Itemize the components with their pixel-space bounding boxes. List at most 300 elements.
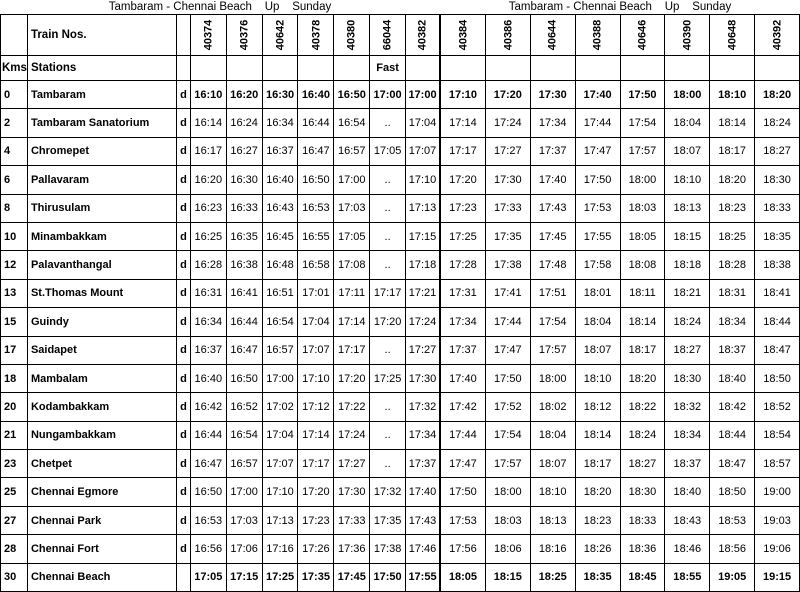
time-cell: 18:34: [665, 421, 710, 449]
right-panel-title: Tambaram - Chennai Beach Up Sunday: [508, 1, 732, 13]
time-cell: 16:57: [262, 336, 298, 364]
time-cell: 18:56: [710, 535, 755, 563]
time-cell: 17:14: [334, 308, 370, 336]
time-cell: 18:06: [485, 535, 530, 563]
time-cell: 17:40: [530, 166, 575, 194]
time-cell: 16:51: [262, 279, 298, 307]
station-name: Palavanthangal: [27, 251, 176, 279]
station-name: Chromepet: [27, 137, 176, 165]
train-number: 40382: [416, 19, 429, 51]
time-cell: 17:54: [620, 109, 665, 137]
direction-cell: d: [177, 222, 191, 250]
time-cell: 16:25: [190, 222, 226, 250]
time-cell: 17:25: [370, 364, 406, 392]
time-cell: 17:07: [298, 336, 334, 364]
time-cell: 17:42: [441, 393, 486, 421]
time-cell: 17:53: [441, 506, 486, 534]
time-cell: 17:35: [298, 563, 334, 591]
train-number-cell: [485, 15, 530, 56]
time-cell: 17:05: [334, 222, 370, 250]
time-cell: 17:37: [406, 450, 440, 478]
time-cell: 16:20: [226, 81, 262, 109]
time-cell: 16:23: [190, 194, 226, 222]
time-cell: 17:41: [485, 279, 530, 307]
train-number-cell: [370, 15, 406, 56]
direction-cell: d: [177, 506, 191, 534]
time-cell: 17:14: [298, 421, 334, 449]
time-cell: 17:15: [226, 563, 262, 591]
time-cell: 17:26: [298, 535, 334, 563]
time-cell: 18:50: [755, 364, 800, 392]
time-cell: 17:20: [334, 364, 370, 392]
time-cell: 17:10: [298, 364, 334, 392]
station-row: [1, 279, 440, 307]
time-cell: 17:37: [530, 137, 575, 165]
time-cell: 17:23: [441, 194, 486, 222]
train-number: 40642: [274, 19, 287, 51]
time-cell: ..: [370, 421, 406, 449]
station-name: Tambaram: [27, 81, 176, 109]
time-cell: 17:17: [370, 279, 406, 307]
time-cell: 16:40: [262, 166, 298, 194]
direction-cell: d: [177, 450, 191, 478]
time-cell: 18:32: [665, 393, 710, 421]
direction-cell: d: [177, 421, 191, 449]
header-blank-cell: [177, 56, 191, 81]
station-name: Saidapet: [27, 336, 176, 364]
train-number: 40390: [681, 19, 694, 51]
time-cell: 17:10: [406, 166, 440, 194]
time-cell: 16:37: [262, 137, 298, 165]
time-cell: 18:10: [665, 166, 710, 194]
time-cell: 17:00: [226, 478, 262, 506]
time-cell: 17:38: [485, 251, 530, 279]
time-cell: 17:00: [370, 81, 406, 109]
time-cell: 18:01: [575, 279, 620, 307]
time-cell: 18:00: [530, 364, 575, 392]
station-row: [441, 251, 800, 279]
time-cell: 17:10: [262, 478, 298, 506]
time-cell: 17:24: [334, 421, 370, 449]
station-row: [1, 364, 440, 392]
time-cell: 18:45: [620, 563, 665, 591]
station-row: [1, 109, 440, 137]
time-cell: 16:40: [190, 364, 226, 392]
time-cell: 17:45: [334, 563, 370, 591]
station-row: [441, 421, 800, 449]
time-cell: 18:04: [530, 421, 575, 449]
time-cell: 16:20: [190, 166, 226, 194]
time-cell: 17:05: [370, 137, 406, 165]
time-cell: 17:34: [441, 308, 486, 336]
time-cell: 16:27: [226, 137, 262, 165]
km-cell: 21: [1, 421, 28, 449]
time-cell: 17:52: [485, 393, 530, 421]
time-cell: 18:16: [530, 535, 575, 563]
direction-cell: d: [177, 393, 191, 421]
time-cell: 17:47: [441, 450, 486, 478]
header-blank-cell: [298, 56, 334, 81]
time-cell: 18:44: [710, 421, 755, 449]
km-cell: 0: [1, 81, 28, 109]
station-row: [441, 563, 800, 591]
station-row: [1, 222, 440, 250]
direction-cell: d: [177, 308, 191, 336]
time-cell: 17:58: [575, 251, 620, 279]
direction-cell: d: [177, 194, 191, 222]
time-cell: 18:53: [710, 506, 755, 534]
time-cell: 17:46: [406, 535, 440, 563]
time-cell: 17:02: [262, 393, 298, 421]
time-cell: 17:13: [262, 506, 298, 534]
time-cell: 18:00: [620, 166, 665, 194]
time-cell: 17:27: [485, 137, 530, 165]
time-cell: 16:40: [298, 81, 334, 109]
time-cell: 16:38: [226, 251, 262, 279]
time-cell: 17:30: [530, 81, 575, 109]
time-cell: 17:17: [334, 336, 370, 364]
time-cell: 18:43: [665, 506, 710, 534]
time-cell: 17:18: [406, 251, 440, 279]
station-row: [441, 535, 800, 563]
station-row: [441, 194, 800, 222]
time-cell: 16:24: [226, 109, 262, 137]
station-row: [441, 81, 800, 109]
station-name: Guindy: [27, 308, 176, 336]
time-cell: 18:22: [620, 393, 665, 421]
station-name: St.Thomas Mount: [27, 279, 176, 307]
station-row: [441, 279, 800, 307]
header-blank-cell: [441, 56, 486, 81]
time-cell: 16:30: [262, 81, 298, 109]
time-cell: 16:58: [298, 251, 334, 279]
direction-cell: d: [177, 279, 191, 307]
time-cell: 17:27: [334, 450, 370, 478]
time-cell: 18:36: [620, 535, 665, 563]
station-row: [1, 421, 440, 449]
train-number: 40646: [636, 19, 649, 51]
time-cell: ..: [370, 222, 406, 250]
station-row: [1, 563, 440, 591]
time-cell: 17:04: [406, 109, 440, 137]
time-cell: 17:50: [441, 478, 486, 506]
time-cell: 17:20: [298, 478, 334, 506]
train-number: 40392: [771, 19, 784, 51]
time-cell: 18:52: [755, 393, 800, 421]
time-cell: 16:57: [334, 137, 370, 165]
time-cell: 17:35: [370, 506, 406, 534]
time-cell: 18:14: [575, 421, 620, 449]
direction-cell: d: [177, 336, 191, 364]
left-panel-title: Tambaram - Chennai Beach Up Sunday: [108, 1, 332, 13]
time-cell: 16:50: [226, 364, 262, 392]
time-cell: 17:13: [406, 194, 440, 222]
time-cell: 18:44: [755, 308, 800, 336]
time-cell: 16:54: [262, 308, 298, 336]
time-cell: 18:40: [665, 478, 710, 506]
stations-label: Stations: [27, 56, 176, 81]
time-cell: 18:10: [530, 478, 575, 506]
time-cell: 17:00: [406, 81, 440, 109]
km-cell: 30: [1, 563, 28, 591]
time-cell: 18:27: [665, 336, 710, 364]
header-blank-cell: [755, 56, 800, 81]
station-name: Tambaram Sanatorium: [27, 109, 176, 137]
station-row: [441, 336, 800, 364]
station-row: [1, 478, 440, 506]
station-name: Chennai Fort: [27, 535, 176, 563]
time-cell: 17:12: [298, 393, 334, 421]
time-cell: 17:07: [406, 137, 440, 165]
time-cell: 17:55: [406, 563, 440, 591]
time-cell: 18:26: [575, 535, 620, 563]
train-number-cell: [755, 15, 800, 56]
time-cell: 16:17: [190, 137, 226, 165]
time-cell: 17:20: [485, 81, 530, 109]
time-cell: 18:24: [665, 308, 710, 336]
time-cell: 18:00: [665, 81, 710, 109]
right-timetable: [440, 14, 800, 592]
station-name: Thirusulam: [27, 194, 176, 222]
time-cell: 18:15: [485, 563, 530, 591]
time-cell: ..: [370, 336, 406, 364]
time-cell: 18:04: [575, 308, 620, 336]
time-cell: 17:57: [620, 137, 665, 165]
header-blank-cell: [530, 56, 575, 81]
train-number-cell: [665, 15, 710, 56]
time-cell: 16:50: [190, 478, 226, 506]
time-cell: 17:27: [406, 336, 440, 364]
time-cell: 17:07: [262, 450, 298, 478]
time-cell: 18:23: [710, 194, 755, 222]
time-cell: 17:20: [370, 308, 406, 336]
time-cell: 18:13: [665, 194, 710, 222]
time-cell: 18:15: [665, 222, 710, 250]
station-row: [1, 450, 440, 478]
direction-cell: d: [177, 81, 191, 109]
time-cell: 17:37: [441, 336, 486, 364]
time-cell: 16:33: [226, 194, 262, 222]
time-cell: 16:50: [298, 166, 334, 194]
train-number: 40386: [501, 19, 514, 51]
km-cell: 23: [1, 450, 28, 478]
time-cell: 19:15: [755, 563, 800, 591]
time-cell: 18:24: [755, 109, 800, 137]
time-cell: 18:47: [710, 450, 755, 478]
station-row: [1, 251, 440, 279]
station-name: Kodambakkam: [27, 393, 176, 421]
time-cell: 16:44: [226, 308, 262, 336]
time-cell: 17:23: [298, 506, 334, 534]
direction-cell: [177, 563, 191, 591]
time-cell: 17:25: [262, 563, 298, 591]
time-cell: 17:03: [226, 506, 262, 534]
time-cell: 17:33: [334, 506, 370, 534]
train-number-cell: [334, 15, 370, 56]
time-cell: 17:17: [441, 137, 486, 165]
train-number: 40374: [202, 19, 215, 51]
time-cell: 18:35: [575, 563, 620, 591]
time-cell: 17:54: [530, 308, 575, 336]
train-number: 40380: [345, 19, 358, 51]
time-cell: 17:21: [406, 279, 440, 307]
station-row: [1, 308, 440, 336]
time-cell: 18:30: [665, 364, 710, 392]
time-cell: 18:05: [620, 222, 665, 250]
time-cell: 16:14: [190, 109, 226, 137]
train-nos-label: Train Nos.: [27, 15, 176, 56]
km-cell: 4: [1, 137, 28, 165]
train-number: 40376: [238, 19, 251, 51]
time-cell: 18:03: [620, 194, 665, 222]
time-cell: 17:30: [406, 364, 440, 392]
header-blank-cell: [334, 56, 370, 81]
time-cell: 17:00: [262, 364, 298, 392]
time-cell: 18:07: [530, 450, 575, 478]
time-cell: 18:20: [620, 364, 665, 392]
time-cell: 17:33: [485, 194, 530, 222]
km-cell: 20: [1, 393, 28, 421]
time-cell: 17:44: [441, 421, 486, 449]
direction-cell: d: [177, 535, 191, 563]
time-cell: 17:05: [190, 563, 226, 591]
time-cell: 16:34: [190, 308, 226, 336]
time-cell: 17:40: [575, 81, 620, 109]
header-row-stations: [1, 56, 440, 81]
time-cell: 17:11: [334, 279, 370, 307]
time-cell: 18:10: [710, 81, 755, 109]
time-cell: 16:47: [298, 137, 334, 165]
time-cell: 18:07: [575, 336, 620, 364]
header-blank-cell: [575, 56, 620, 81]
train-number: 40384: [456, 19, 469, 51]
time-cell: 18:31: [710, 279, 755, 307]
time-cell: 18:14: [710, 109, 755, 137]
header-blank-cell: [406, 56, 440, 81]
time-cell: 18:55: [665, 563, 710, 591]
station-row: [1, 393, 440, 421]
time-cell: 16:34: [262, 109, 298, 137]
time-cell: 19:03: [755, 506, 800, 534]
time-cell: 16:41: [226, 279, 262, 307]
time-cell: 16:37: [190, 336, 226, 364]
station-row: [441, 137, 800, 165]
train-number-cell: [406, 15, 440, 56]
time-cell: 17:30: [334, 478, 370, 506]
station-row: [1, 137, 440, 165]
station-row: [1, 81, 440, 109]
header-blank-cell: [485, 56, 530, 81]
train-number: 66044: [381, 19, 394, 51]
time-cell: 17:50: [620, 81, 665, 109]
station-row: [441, 450, 800, 478]
time-cell: 17:06: [226, 535, 262, 563]
time-cell: 17:10: [441, 81, 486, 109]
time-cell: 16:48: [262, 251, 298, 279]
time-cell: 18:05: [441, 563, 486, 591]
time-cell: ..: [370, 166, 406, 194]
header-blank-cell: [190, 56, 226, 81]
time-cell: 17:16: [262, 535, 298, 563]
km-cell: 15: [1, 308, 28, 336]
time-cell: 18:17: [575, 450, 620, 478]
time-cell: 18:14: [620, 308, 665, 336]
time-cell: 16:43: [262, 194, 298, 222]
header-row-stations: [441, 56, 800, 81]
time-cell: 18:34: [710, 308, 755, 336]
time-cell: 18:54: [755, 421, 800, 449]
station-name: Chennai Park: [27, 506, 176, 534]
time-cell: 18:02: [530, 393, 575, 421]
direction-cell: d: [177, 137, 191, 165]
time-cell: 17:57: [530, 336, 575, 364]
station-name: Nungambakkam: [27, 421, 176, 449]
time-cell: 18:17: [710, 137, 755, 165]
train-number-cell: [710, 15, 755, 56]
station-row: [441, 222, 800, 250]
time-cell: ..: [370, 450, 406, 478]
header-row-trains: [441, 15, 800, 56]
km-cell: 8: [1, 194, 28, 222]
km-cell: 27: [1, 506, 28, 534]
time-cell: 18:04: [665, 109, 710, 137]
time-cell: 16:55: [298, 222, 334, 250]
time-cell: 16:53: [298, 194, 334, 222]
time-cell: 18:25: [710, 222, 755, 250]
time-cell: 17:55: [575, 222, 620, 250]
time-cell: 16:53: [190, 506, 226, 534]
time-cell: 17:51: [530, 279, 575, 307]
time-cell: 16:42: [190, 393, 226, 421]
time-cell: 17:32: [406, 393, 440, 421]
time-cell: 18:27: [755, 137, 800, 165]
km-cell: 13: [1, 279, 28, 307]
direction-cell: d: [177, 478, 191, 506]
train-number: 40648: [726, 19, 739, 51]
time-cell: 17:44: [575, 109, 620, 137]
station-row: [441, 393, 800, 421]
time-cell: 17:24: [406, 308, 440, 336]
time-cell: 17:14: [441, 109, 486, 137]
time-cell: 17:36: [334, 535, 370, 563]
time-cell: 18:57: [755, 450, 800, 478]
time-cell: 16:44: [298, 109, 334, 137]
time-cell: 19:06: [755, 535, 800, 563]
station-name: Minambakkam: [27, 222, 176, 250]
train-number-cell: [226, 15, 262, 56]
station-row: [441, 166, 800, 194]
time-cell: ..: [370, 109, 406, 137]
time-cell: 16:44: [190, 421, 226, 449]
station-row: [1, 336, 440, 364]
time-cell: 18:07: [665, 137, 710, 165]
station-name: Pallavaram: [27, 166, 176, 194]
time-cell: 18:41: [755, 279, 800, 307]
train-number-cell: [441, 15, 486, 56]
time-cell: 17:40: [406, 478, 440, 506]
station-row: [1, 194, 440, 222]
direction-cell: d: [177, 251, 191, 279]
train-number: 40378: [309, 19, 322, 51]
time-cell: 18:13: [530, 506, 575, 534]
time-cell: 18:33: [755, 194, 800, 222]
km-cell: 25: [1, 478, 28, 506]
time-cell: 17:50: [575, 166, 620, 194]
time-cell: 16:30: [226, 166, 262, 194]
right-panel: [440, 0, 800, 592]
time-cell: 18:47: [755, 336, 800, 364]
time-cell: 17:34: [530, 109, 575, 137]
